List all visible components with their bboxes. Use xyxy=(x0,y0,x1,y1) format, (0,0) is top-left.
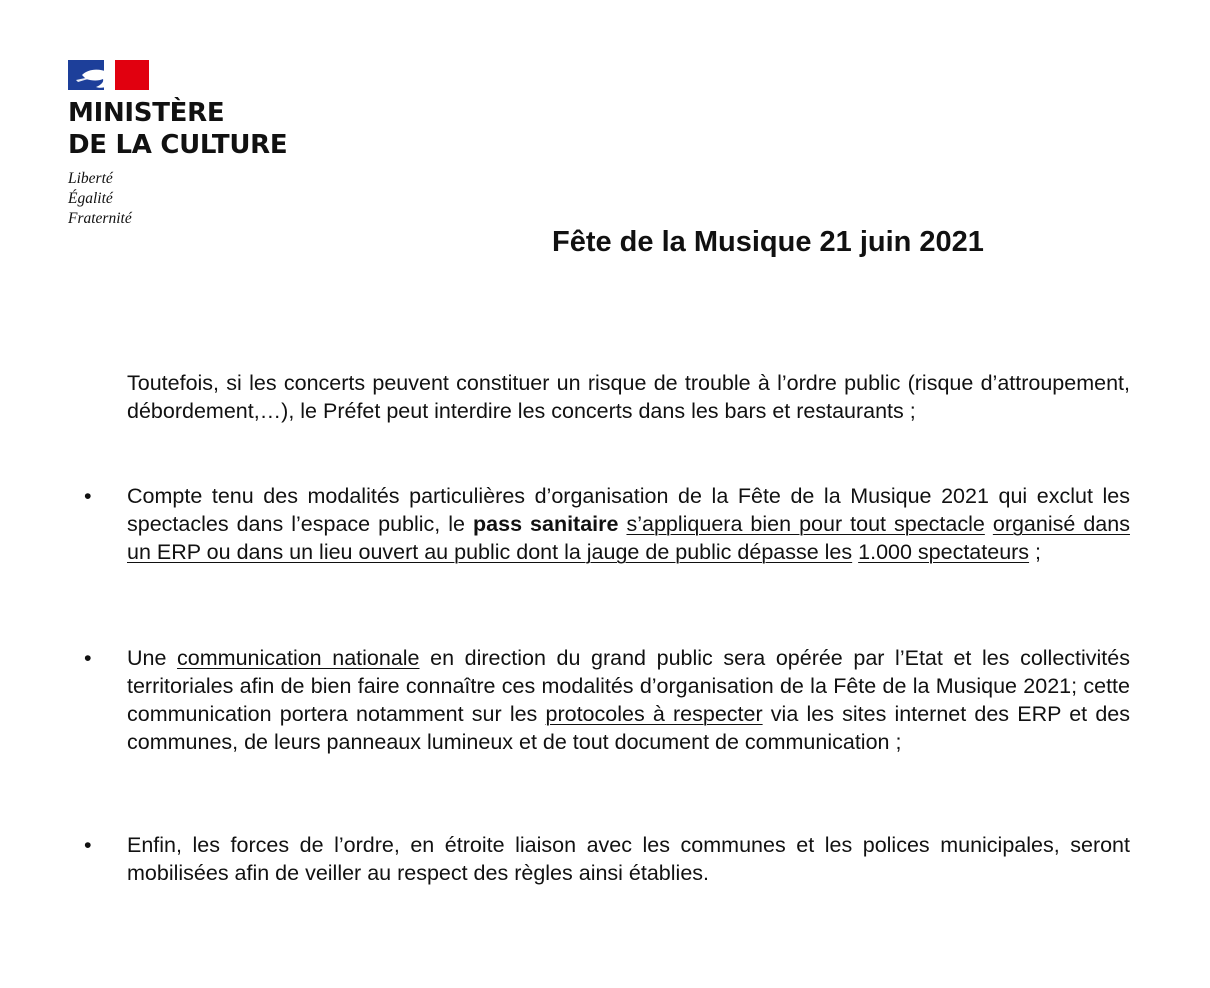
ministry-name xyxy=(68,97,328,161)
republic-motto xyxy=(68,169,328,229)
ministry-logo xyxy=(68,60,328,229)
ministry-name-line-1: MINISTÈRE xyxy=(68,98,225,128)
underlined-segment: organisé dans un ERP ou dans un lieu ouvert au public dont la jauge de public dépasse les xyxy=(127,512,1130,564)
bold-pass-sanitaire: pass sanitaire xyxy=(473,512,619,536)
bullet-marker: • xyxy=(84,833,92,857)
underlined-segment: communication nationale xyxy=(177,646,420,670)
motto-liberte: Liberté xyxy=(68,170,113,187)
bullet-item-forces-ordre: Enfin, les forces de l’ordre, en étroite liaison avec les communes et les polices municipales, seront mobilisées afin de veiller au respect des règles ainsi établies. xyxy=(127,833,1130,885)
document-title: Fête de la Musique 21 juin 2021 xyxy=(552,226,984,258)
text-segment: Compte tenu des modalités particulières d’organisation de la Fête de la Musique 2021 qui exclut les spectacles dans l’espace public, le xyxy=(127,484,1130,536)
motto-egalite: Égalité xyxy=(68,190,113,207)
ministry-name-line-2: DE LA CULTURE xyxy=(68,130,288,160)
text-segment: en direction du grand public sera opérée par l’Etat et les collectivités territoriales afin de bien faire connaître ces modalités d’organisation de la Fête de la Musique 2021; cette communication portera notamment sur les xyxy=(127,646,1130,726)
motto-fraternite: Fraternité xyxy=(68,210,132,227)
text-segment: ; xyxy=(1029,540,1042,564)
underlined-segment: 1.000 spectateurs xyxy=(858,540,1030,564)
text-segment: via les sites internet des ERP et des communes, de leurs panneaux lumineux et de tout document de communication ; xyxy=(127,702,1130,754)
intro-paragraph: Toutefois, si les concerts peuvent constituer un risque de trouble à l’ordre public (risque d’attroupement, débordement,…), le Préfet peut interdire les concerts dans les bars et restaurants ; xyxy=(127,371,1130,423)
underlined-segment: s’appliquera bien pour tout spectacle xyxy=(626,512,985,536)
marianne-flag-icon xyxy=(68,60,149,90)
bullet-item-communication xyxy=(127,644,1130,756)
text-segment: Une xyxy=(127,646,178,670)
bullet-item-pass-sanitaire xyxy=(127,482,1130,566)
underlined-segment: protocoles à respecter xyxy=(545,702,763,726)
text-segment xyxy=(985,512,993,536)
bullet-marker: • xyxy=(84,484,92,508)
bullet-marker: • xyxy=(84,646,92,670)
